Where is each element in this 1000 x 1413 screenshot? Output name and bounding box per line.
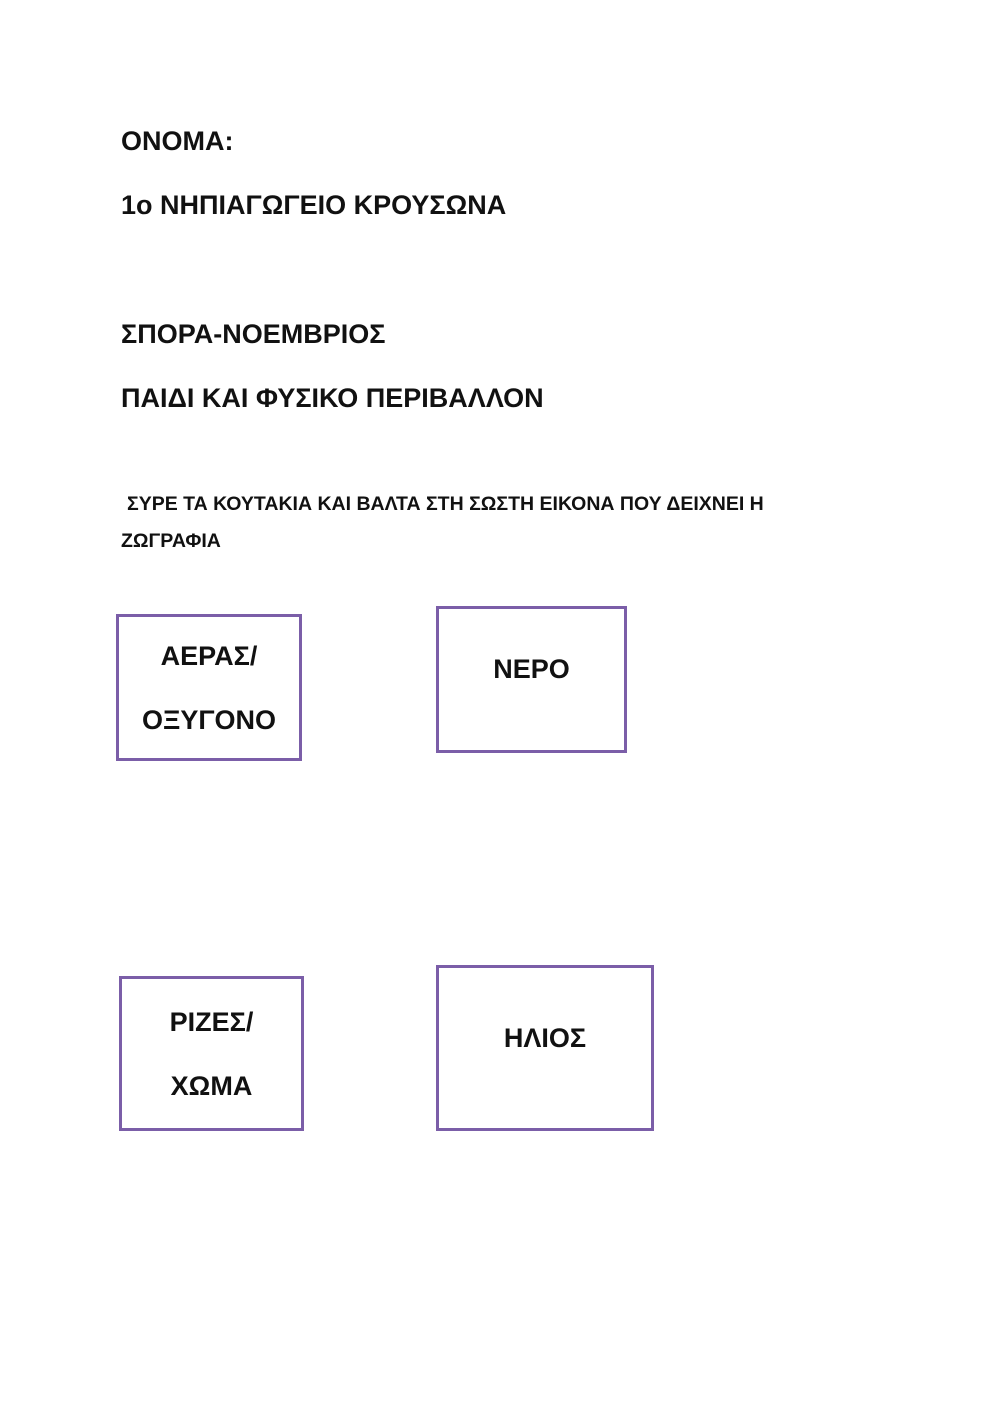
instruction-line-2: ΖΩΓΡΑΦΙΑ bbox=[121, 530, 221, 552]
drag-box-sun[interactable] bbox=[436, 965, 654, 1131]
drag-box-air-oxygen[interactable] bbox=[116, 614, 302, 761]
name-label: ΟΝΟΜΑ: bbox=[121, 126, 234, 156]
unit-title: ΣΠΟΡΑ-ΝΟΕΜΒΡΙΟΣ bbox=[121, 319, 386, 349]
box-label-line-2: ΧΩΜΑ bbox=[170, 1070, 253, 1101]
box-label: ΝΕΡΟ bbox=[493, 654, 570, 684]
instruction-line-1: ΣΥΡΕ ΤΑ ΚΟΥΤΑΚΙΑ ΚΑΙ ΒΑΛΤΑ ΣΤΗ ΣΩΣΤΗ ΕΙΚΟΝΑ ΠΟΥ ΔΕΙΧΝΕΙ Η bbox=[127, 493, 764, 515]
instruction-text bbox=[121, 486, 881, 560]
box-label-line-2: ΟΞΥΓΟΝΟ bbox=[141, 704, 277, 735]
box-label-line-1: ΡΙΖΕΣ/ bbox=[169, 1006, 254, 1037]
box-label: ΗΛΙΟΣ bbox=[503, 1022, 587, 1053]
subject-title: ΠΑΙΔΙ ΚΑΙ ΦΥΣΙΚΟ ΠΕΡΙΒΑΛΛΟΝ bbox=[121, 383, 544, 413]
box-label-line-1: ΑΕΡΑΣ/ bbox=[160, 640, 258, 671]
drag-box-water[interactable] bbox=[436, 606, 627, 753]
school-name: 1ο ΝΗΠΙΑΓΩΓΕΙΟ ΚΡΟΥΣΩΝΑ bbox=[121, 190, 507, 220]
drag-box-roots-soil[interactable] bbox=[119, 976, 304, 1131]
